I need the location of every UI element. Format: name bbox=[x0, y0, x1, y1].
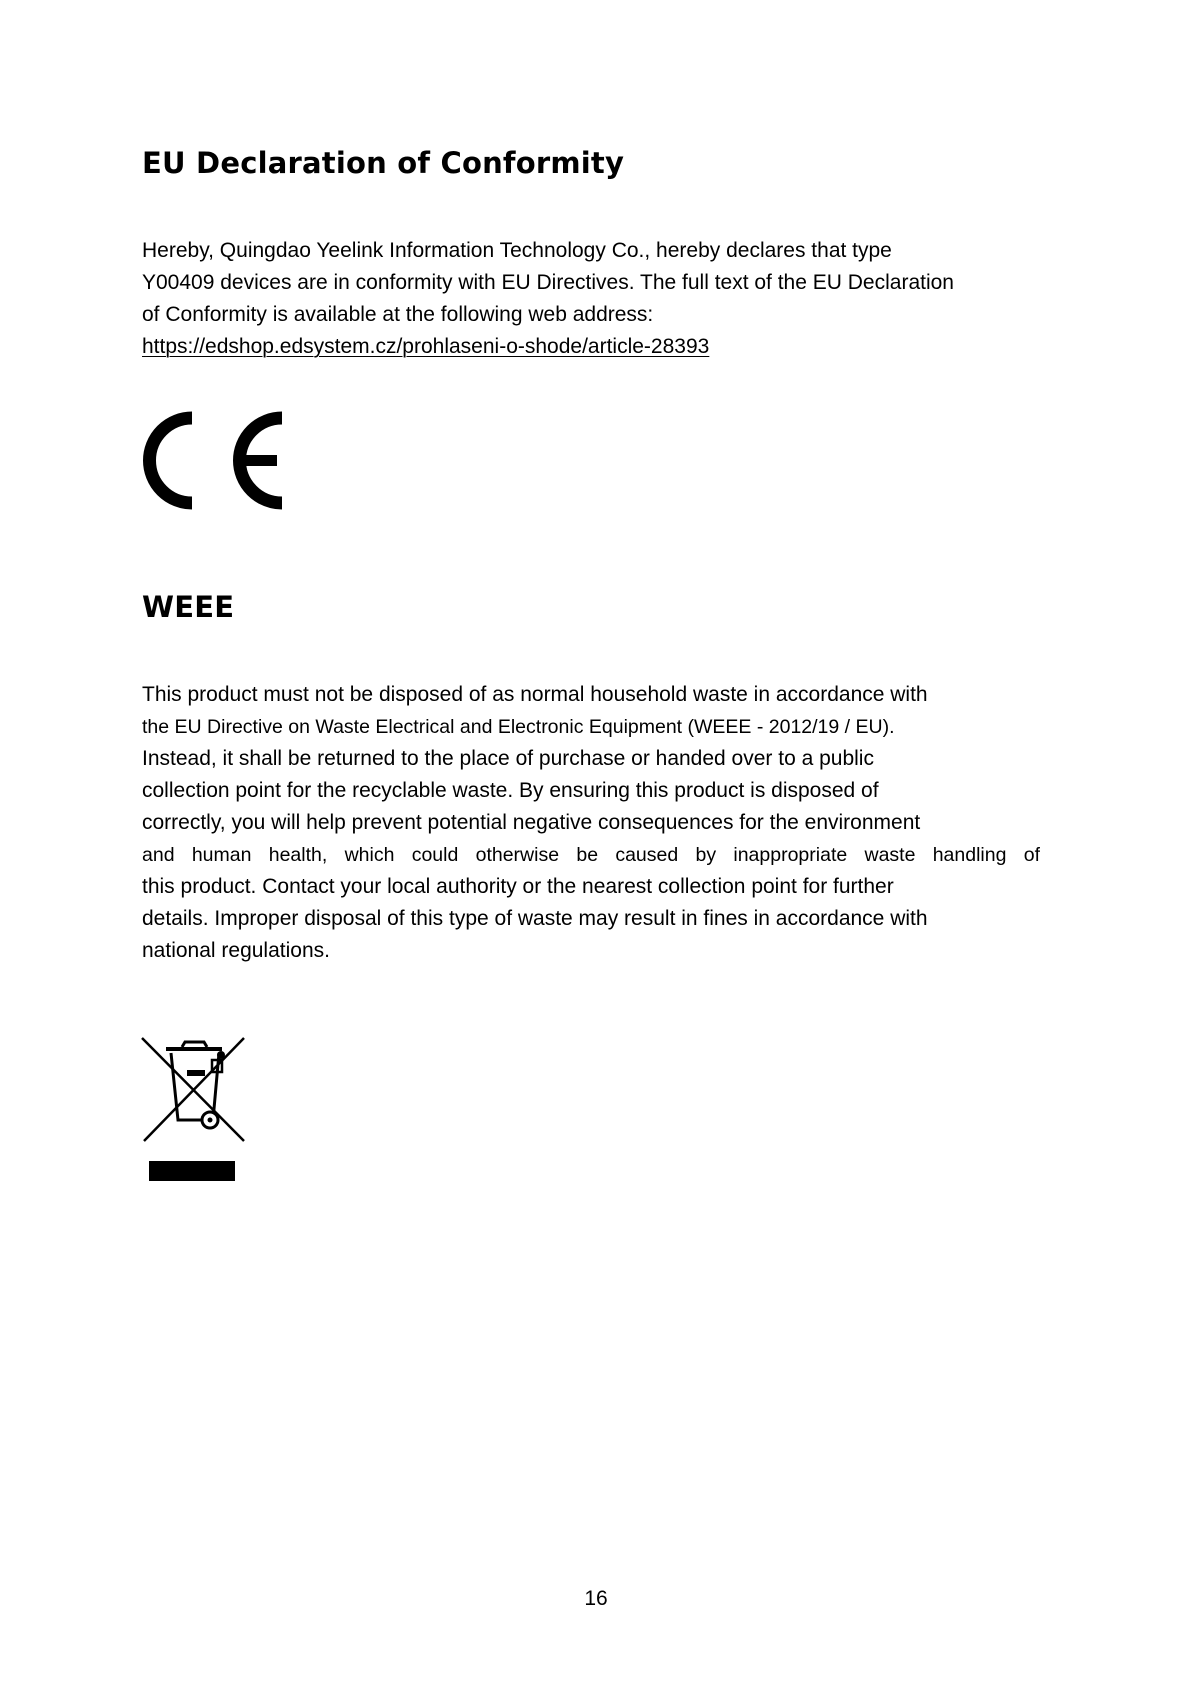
weee-line-2: the EU Directive on Waste Electrical and Electronic Equipment (WEEE - 2012/19 / EU). bbox=[142, 716, 895, 738]
declaration-link[interactable]: https://edshop.edsystem.cz/prohlaseni-o-shode/article-28393 bbox=[142, 335, 710, 358]
weee-line-5: correctly, you will help prevent potential negative consequences for the environment bbox=[142, 811, 921, 834]
weee-line-3: Instead, it shall be returned to the place of purchase or handed over to a public bbox=[142, 747, 874, 770]
weee-paragraph bbox=[142, 679, 1062, 967]
declaration-paragraph bbox=[142, 235, 1062, 363]
weee-line-8: details. Improper disposal of this type of waste may result in fines in accordance with bbox=[142, 907, 928, 930]
page-number: 16 bbox=[584, 1587, 608, 1610]
weee-heading: WEEE bbox=[142, 590, 235, 624]
weee-line-6: and human health, which could otherwise be caused by inappropriate waste handling of bbox=[142, 844, 1040, 866]
weee-line-4: collection point for the recyclable waste. By ensuring this product is disposed of bbox=[142, 779, 879, 802]
weee-line-7: this product. Contact your local authority or the nearest collection point for further bbox=[142, 875, 894, 898]
declaration-line-2: Y00409 devices are in conformity with EU Directives. The full text of the EU Declaration bbox=[142, 271, 954, 294]
crossed-out-wheelie-bin-icon bbox=[140, 1035, 246, 1181]
declaration-line-3: of Conformity is available at the following web address: bbox=[142, 303, 654, 326]
declaration-line-1: Hereby, Quingdao Yeelink Information Technology Co., hereby declares that type bbox=[142, 239, 892, 262]
weee-line-1: This product must not be disposed of as normal household waste in accordance with bbox=[142, 683, 928, 706]
weee-line-9: national regulations. bbox=[142, 939, 330, 962]
ce-mark-icon bbox=[141, 410, 283, 511]
declaration-heading: EU Declaration of Conformity bbox=[142, 146, 625, 180]
